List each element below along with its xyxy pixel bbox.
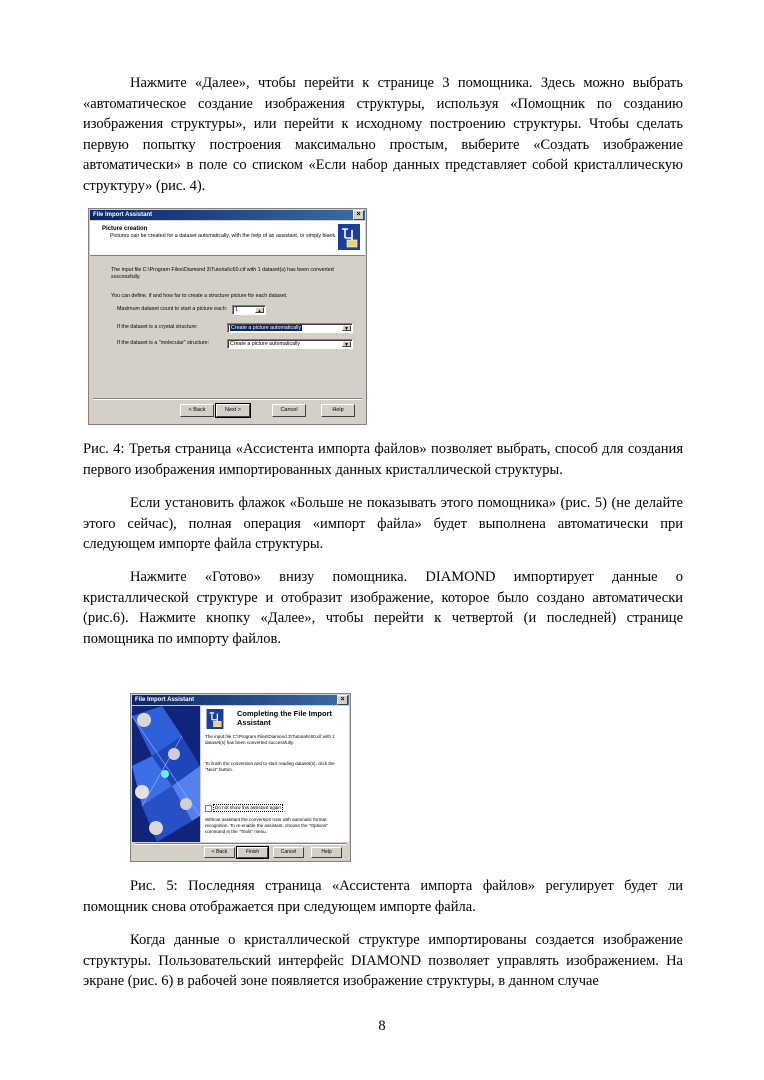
- header-title: Picture creation: [102, 226, 148, 232]
- figure-5-dialog: [130, 693, 351, 862]
- next-button[interactable]: Next >: [216, 404, 250, 417]
- dialog-titlebar: File Import Assistant: [90, 210, 365, 220]
- define-text: You can define, if and how far to create a structure picture for each dataset.: [111, 293, 288, 299]
- finish-button[interactable]: Finish: [237, 847, 268, 858]
- cancel-button[interactable]: Cancel: [273, 847, 304, 858]
- crystal-structure-image: [132, 706, 200, 842]
- footer-divider: [135, 843, 346, 845]
- help-button[interactable]: Help: [321, 404, 355, 417]
- dialog-header: [90, 221, 365, 256]
- max-count-spinner[interactable]: 1 ▲: [232, 305, 266, 315]
- molecular-structure-select[interactable]: Create a picture automatically ▼: [227, 339, 353, 349]
- assistant-note: Without assistant the conversion runs with automatic format recognition. To re-enable the assistant, choose the "Options" command in the "Tools" menu.: [205, 817, 328, 834]
- help-button[interactable]: Help: [311, 847, 342, 858]
- dialog-content-area: [201, 706, 349, 842]
- do-not-show-label[interactable]: Do not show this assistant again: [215, 805, 281, 810]
- spinner-arrows-icon[interactable]: ▲: [255, 307, 264, 313]
- footer-divider: [93, 398, 362, 400]
- paragraph-finish: Нажмите «Готово» внизу помощника. DIAMOND импортирует данные о кристаллической структуре и отобразит изображение, которое было создано автоматически (рис.6). Нажмите кнопку «Далее», чтобы перейти к четвертой (и последней) странице помощника по импорту файлов.: [83, 569, 683, 647]
- do-not-show-checkbox[interactable]: [205, 805, 212, 812]
- figure-4-caption: Рис. 4: Третья страница «Ассистента импорта файлов» позволяет выбрать, способ для создания первого изображения импортированных данных кристаллической структуры.: [83, 441, 683, 478]
- close-icon[interactable]: ×: [353, 210, 364, 220]
- wizard-structure-icon: [206, 709, 224, 729]
- close-icon[interactable]: ×: [337, 695, 348, 705]
- paragraph-structure-created: Когда данные о кристаллической структуре импортированы создается изображение структуры. Пользовательский интерфейс DIAMOND позволяет управлять изображением. На экране (рис. 6) в рабочей зоне появляется изображение структуры, в данном случае: [83, 932, 683, 990]
- chevron-down-icon[interactable]: ▼: [342, 341, 351, 347]
- conversion-info: The input file C:\Program Files\Diamond 3\Tutorial\c60.cif with 1 dataset(s) has been converted successfully.: [111, 267, 334, 280]
- cancel-button[interactable]: Cancel: [272, 404, 306, 417]
- header-subtitle: Pictures can be created for a dataset automatically, with the help of an assistant, or simply blank.: [110, 233, 337, 239]
- crystal-structure-select[interactable]: Create a picture automatically ▼: [227, 323, 353, 333]
- back-button[interactable]: < Back: [204, 847, 235, 858]
- completing-heading: Completing the File Import Assistant: [237, 709, 332, 727]
- paragraph-intro: Нажмите «Далее», чтобы перейти к странице 3 помощника. Здесь можно выбрать «автоматическое создание изображения структуры, используя «Помощник по созданию изображения структуры», или перейти к исходному построению структуры. Чтобы сделать первую попытку построения максимально простым, выберите «Создать изображение автоматически» в поле со списком «Если набор данных представляет собой кристаллическую структуру» (рис. 4).: [83, 75, 683, 194]
- conversion-info: The input file C:\Program Files\Diamond 3\Tutorial\c60.cif with 1 dataset(s) has been converted successfully.: [205, 734, 335, 745]
- figure-5-caption: Рис. 5: Последняя страница «Ассистента импорта файлов» регулирует будет ли помощник снова отображается при следующем импорте файла.: [83, 878, 683, 915]
- chevron-down-icon[interactable]: ▼: [342, 325, 351, 331]
- molecular-label: If the dataset is a "molecular" structure:: [117, 340, 210, 346]
- back-button[interactable]: < Back: [180, 404, 214, 417]
- dialog-titlebar: File Import Assistant: [132, 695, 349, 705]
- crystal-label: If the dataset is a crystal structure:: [117, 324, 198, 330]
- finish-hint: To finish the conversion and to start reading dataset(s), click the "Next" button.: [205, 761, 335, 772]
- figure-4-dialog: [88, 208, 367, 425]
- max-count-label: Maximum dataset count to start a picture each:: [117, 306, 228, 312]
- wizard-structure-icon: [338, 224, 360, 250]
- page-number: 8: [378, 1018, 386, 1034]
- paragraph-checkbox: Если установить флажок «Больше не показывать этого помощника» (рис. 5) (не делайте этого сейчас), полная операция «импорт файла» будет выполнена автоматически при следующем импорте файла структуры.: [83, 495, 683, 553]
